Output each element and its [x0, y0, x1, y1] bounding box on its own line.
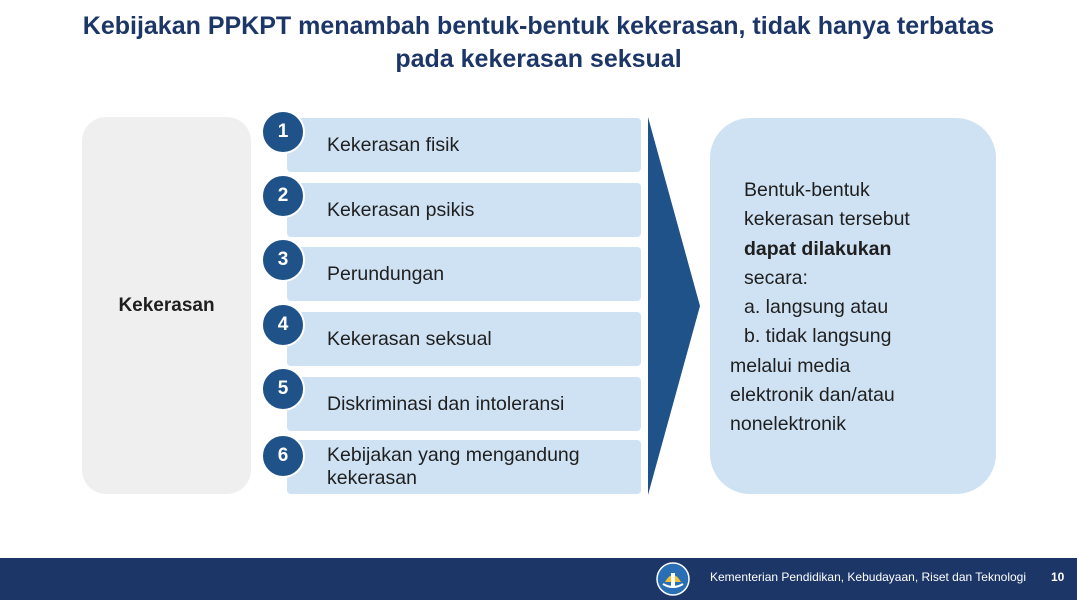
number-badge-3: 3	[261, 238, 305, 282]
description-line-1: Bentuk-bentuk	[744, 179, 870, 201]
number-badge-2: 2	[261, 174, 305, 218]
description-line-7: nonelektronik	[730, 413, 846, 436]
list-item-label: Kekerasan seksual	[327, 327, 492, 350]
list-item-label: Kekerasan psikis	[327, 198, 475, 221]
chevron-arrow-icon	[648, 117, 702, 495]
description-line-6: elektronik dan/atau	[730, 384, 895, 407]
list-item-label: Kekerasan fisik	[327, 133, 460, 156]
slide-title-line-2: pada kekerasan seksual	[395, 45, 682, 73]
ministry-name: Kementerian Pendidikan, Kebudayaan, Riset dan Teknologi	[710, 570, 1026, 584]
list-item-label: Kebijakan yang mengandung kekerasan	[327, 444, 580, 489]
description-bold-line: dapat dilakukan	[744, 237, 892, 260]
list-item-3	[287, 247, 641, 301]
list-item-4	[287, 312, 641, 366]
number-badge-5: 5	[261, 367, 305, 411]
description-line-2: kekerasan tersebut	[744, 208, 910, 231]
list-item-label: Diskriminasi dan intoleransi	[327, 392, 565, 415]
category-box	[82, 117, 251, 494]
option-b: b. tidak langsung	[744, 325, 892, 348]
slide-title-line-1: Kebijakan PPKPT menambah bentuk-bentuk kekerasan, tidak hanya terbatas	[82, 12, 995, 40]
tut-wuri-handayani-logo-icon	[656, 562, 690, 596]
category-label: Kekerasan	[118, 294, 215, 316]
page-number: 10	[1051, 570, 1065, 584]
number-badge-6: 6	[261, 434, 305, 478]
description-text	[730, 176, 980, 440]
slide-title	[20, 10, 1057, 76]
list-item-1	[287, 118, 641, 172]
number-badge-4: 4	[261, 303, 305, 347]
list-item-label: Perundungan	[327, 262, 445, 285]
option-a: a. langsung atau	[744, 296, 889, 319]
description-line-5: melalui media	[730, 354, 851, 377]
list-item-6	[287, 440, 641, 494]
list-item-2	[287, 183, 641, 237]
list-item-5	[287, 377, 641, 431]
number-badge-1: 1	[261, 110, 305, 154]
description-line-4: secara:	[744, 266, 808, 289]
